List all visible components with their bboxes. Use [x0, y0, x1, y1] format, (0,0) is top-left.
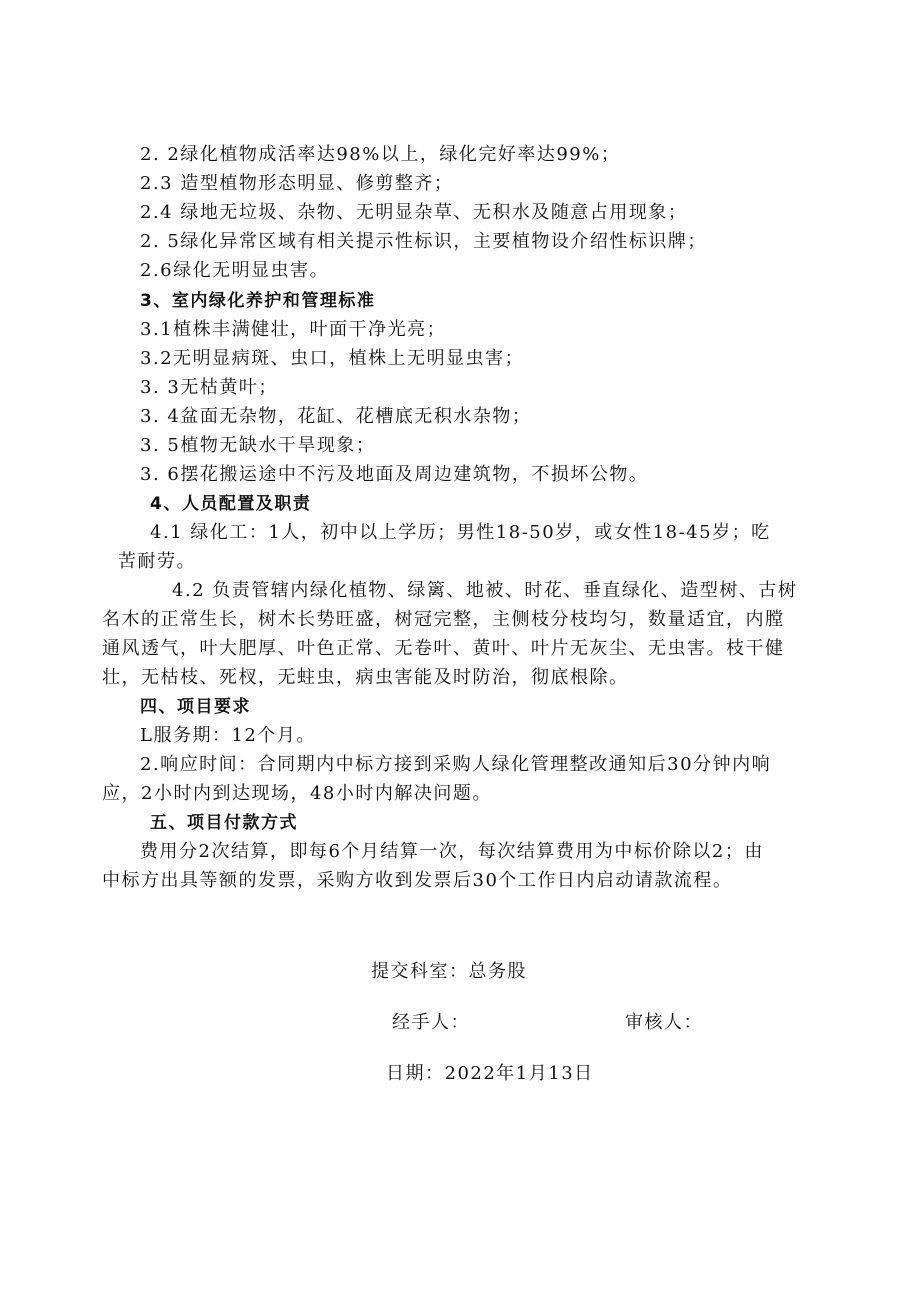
section4-item-4-2-line3: 通风透气，叶大肥厚、叶色正常、无卷叶、黄叶、叶片无灰尘、无虫害。枝干健: [102, 638, 785, 659]
section4-item-4-2-line4: 壮，无枯枝、死杈，无蛀虫，病虫害能及时防治，彻底根除。: [102, 667, 629, 688]
section2-item-2-6: 2.6绿化无明显虫害。: [140, 260, 330, 281]
submitting-department: 提交科室：总务股: [371, 961, 527, 982]
section2-item-2-3: 2.3 造型植物形态明显、修剪整齐；: [140, 173, 454, 194]
handler-label: 经手人：: [392, 1012, 470, 1033]
section4-item-4-2-line2: 名木的正常生长，树木长势旺盛，树冠完整，主侧枝分枝均匀，数量适宜，内膛: [102, 609, 785, 630]
section4-heading: 4、人员配置及职责: [150, 494, 312, 514]
section3-item-3-5: 3. 5植物无缺水干旱现象；: [140, 435, 376, 456]
section2-item-2-4: 2.4 绿地无垃圾、杂物、无明显杂草、无积水及随意占用现象；: [140, 202, 688, 223]
payment-text-line2: 中标方出具等额的发票，采购方收到发票后30个工作日内启动请款流程。: [102, 870, 733, 891]
reviewer-label: 审核人：: [625, 1012, 703, 1033]
project-requirements-heading: 四、项目要求: [140, 697, 251, 717]
project-requirement-1: L服务期：12个月。: [140, 725, 316, 746]
section3-heading: 3、室内绿化养护和管理标准: [140, 291, 376, 311]
section4-item-4-1-line2: 苦耐劳。: [118, 551, 196, 572]
payment-heading: 五、项目付款方式: [150, 813, 298, 833]
section3-item-3-4: 3. 4盆面无杂物，花缸、花槽底无积水杂物；: [140, 406, 532, 427]
section3-item-3-1: 3.1植株丰满健壮，叶面干净光亮；: [140, 319, 447, 340]
section4-item-4-1-line1: 4.1 绿化工：1人，初中以上学历；男性18-50岁，或女性18-45岁；吃: [150, 522, 771, 543]
project-requirement-2-line2: 应，2小时内到达现场，48小时内解决问题。: [102, 783, 492, 804]
document-date: 日期：2022年1月13日: [386, 1063, 594, 1084]
section3-item-3-3: 3. 3无枯黄叶；: [140, 377, 278, 398]
payment-text-line1: 费用分2次结算，即每6个月结算一次，每次结算费用为中标价除以2；由: [140, 841, 764, 862]
section3-item-3-6: 3. 6摆花搬运途中不污及地面及周边建筑物，不损坏公物。: [140, 464, 649, 485]
section3-item-3-2: 3.2无明显病斑、虫口，植株上无明显虫害；: [140, 348, 525, 369]
section2-item-2-5: 2. 5绿化异常区域有相关提示性标识，主要植物设介绍性标识牌；: [140, 231, 707, 252]
section4-item-4-2-line1: 4.2 负责管辖内绿化植物、绿篱、地被、时花、垂直绿化、造型树、古树: [172, 580, 798, 601]
project-requirement-2-line1: 2.响应时间：合同期内中标方接到采购人绿化管理整改通知后30分钟内响: [140, 754, 772, 775]
section2-item-2-2: 2. 2绿化植物成活率达98%以上，绿化完好率达99%；: [140, 144, 621, 165]
